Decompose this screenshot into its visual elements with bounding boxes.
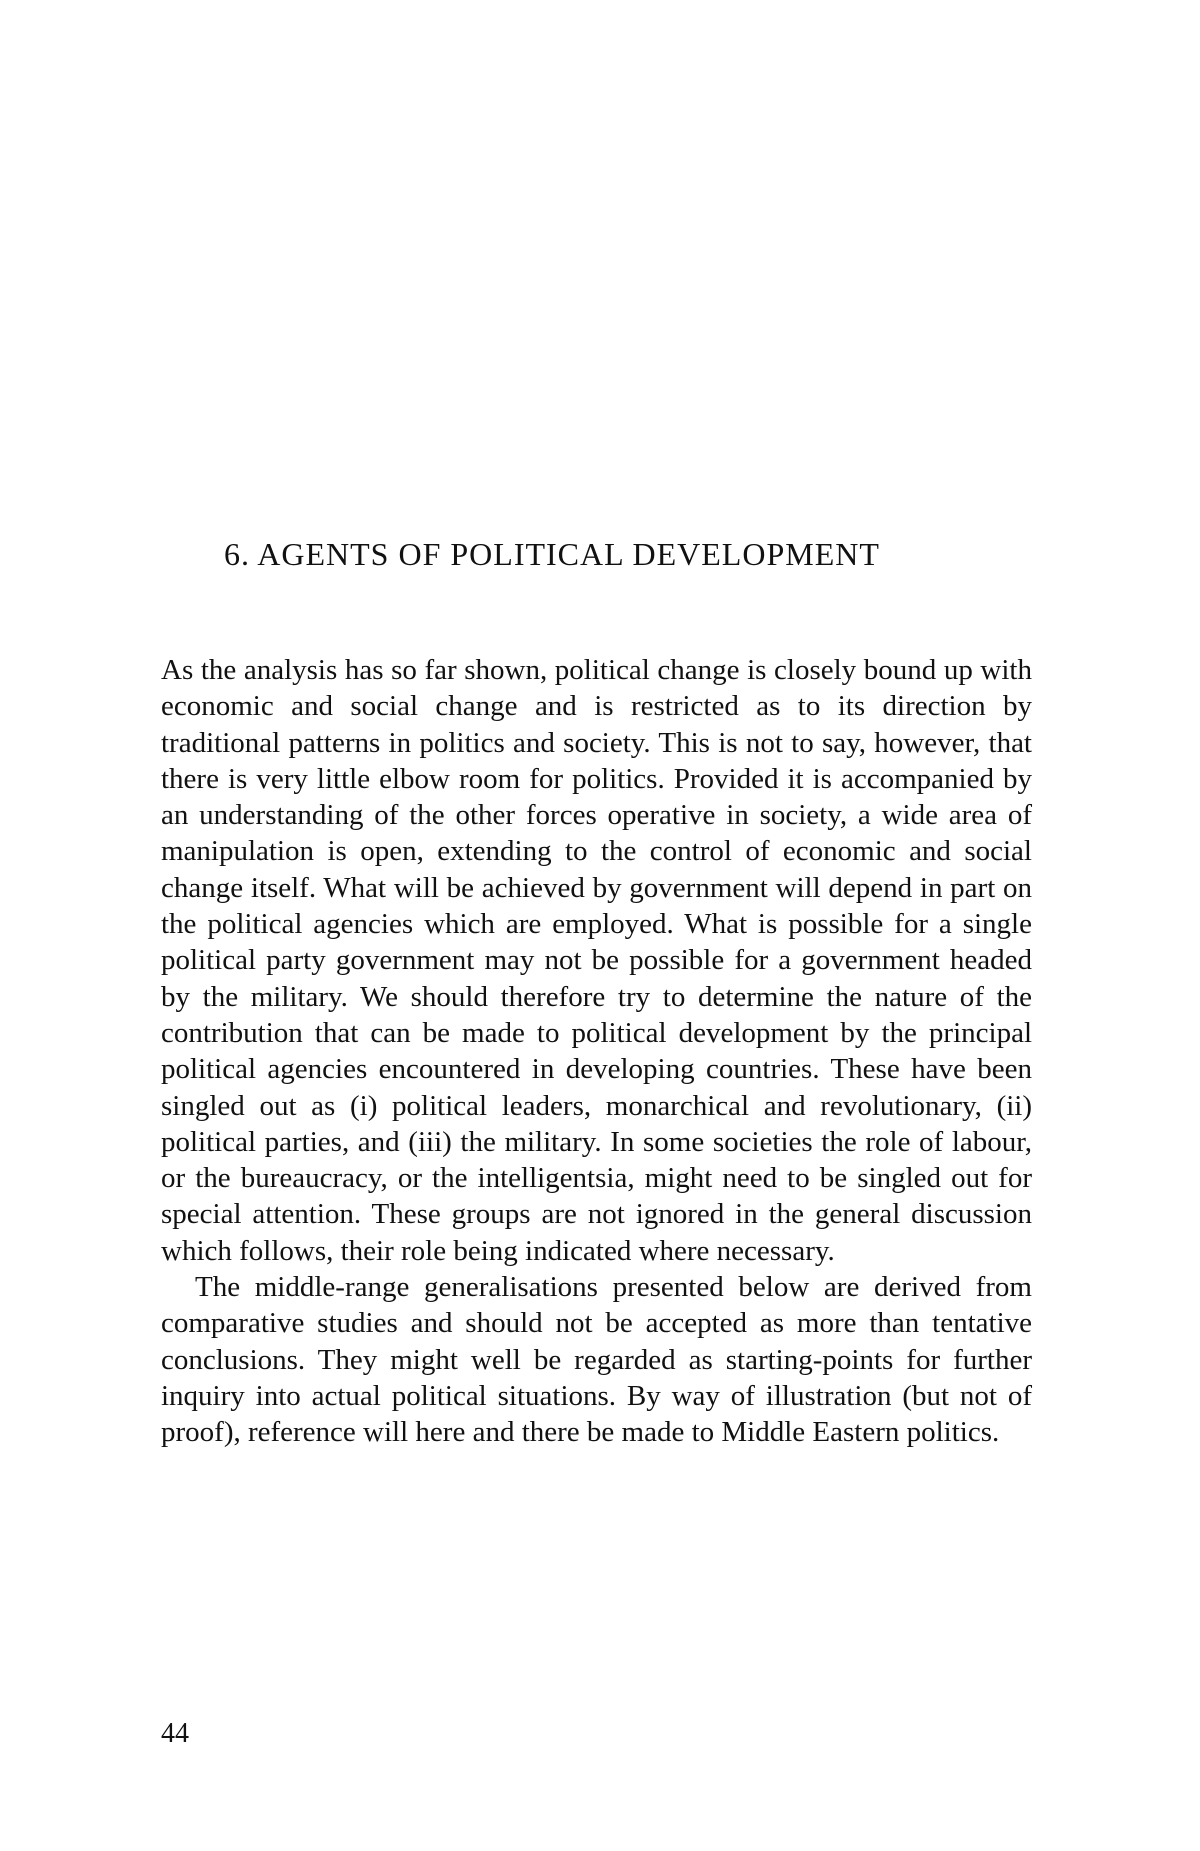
body-text [161, 652, 1032, 1451]
chapter-title: 6. AGENTS OF POLITICAL DEVELOPMENT [224, 536, 880, 572]
paragraph-1: As the analysis has so far shown, political change is closely bound up with economic and social change and is restricted as to its direction by traditional patterns in politics and society. This is not to say, however, that there is very little elbow room for politics. Provided it is accompanied by an understanding of the other forces operative in society, a wide area of manipulation is open, extending to the control of economic and social change itself. What will be achieved by government will depend in part on the political agencies which are employed. What is possible for a single political party government may not be possible for a government headed by the military. We should therefore try to determine the nature of the contribution that can be made to political development by the principal political agencies encountered in developing countries. These have been singled out as (i) political leaders, monarchical and revolutionary, (ii) political parties, and (iii) the military. In some societies the role of labour, or the bureaucracy, or the intelligentsia, might need to be singled out for special attention. These groups are not ignored in the general discussion which follows, their role being indicated where necessary. [161, 654, 1032, 1267]
page-number: 44 [161, 1718, 189, 1749]
paragraph-2: The middle-range generalisations presented below are derived from comparative studies and should not be accepted as more than tentative conclusions. They might well be regarded as starting-points for further inquiry into actual political situations. By way of illustration (but not of proof), reference will here and there be made to Middle Eastern politics. [161, 1271, 1032, 1449]
